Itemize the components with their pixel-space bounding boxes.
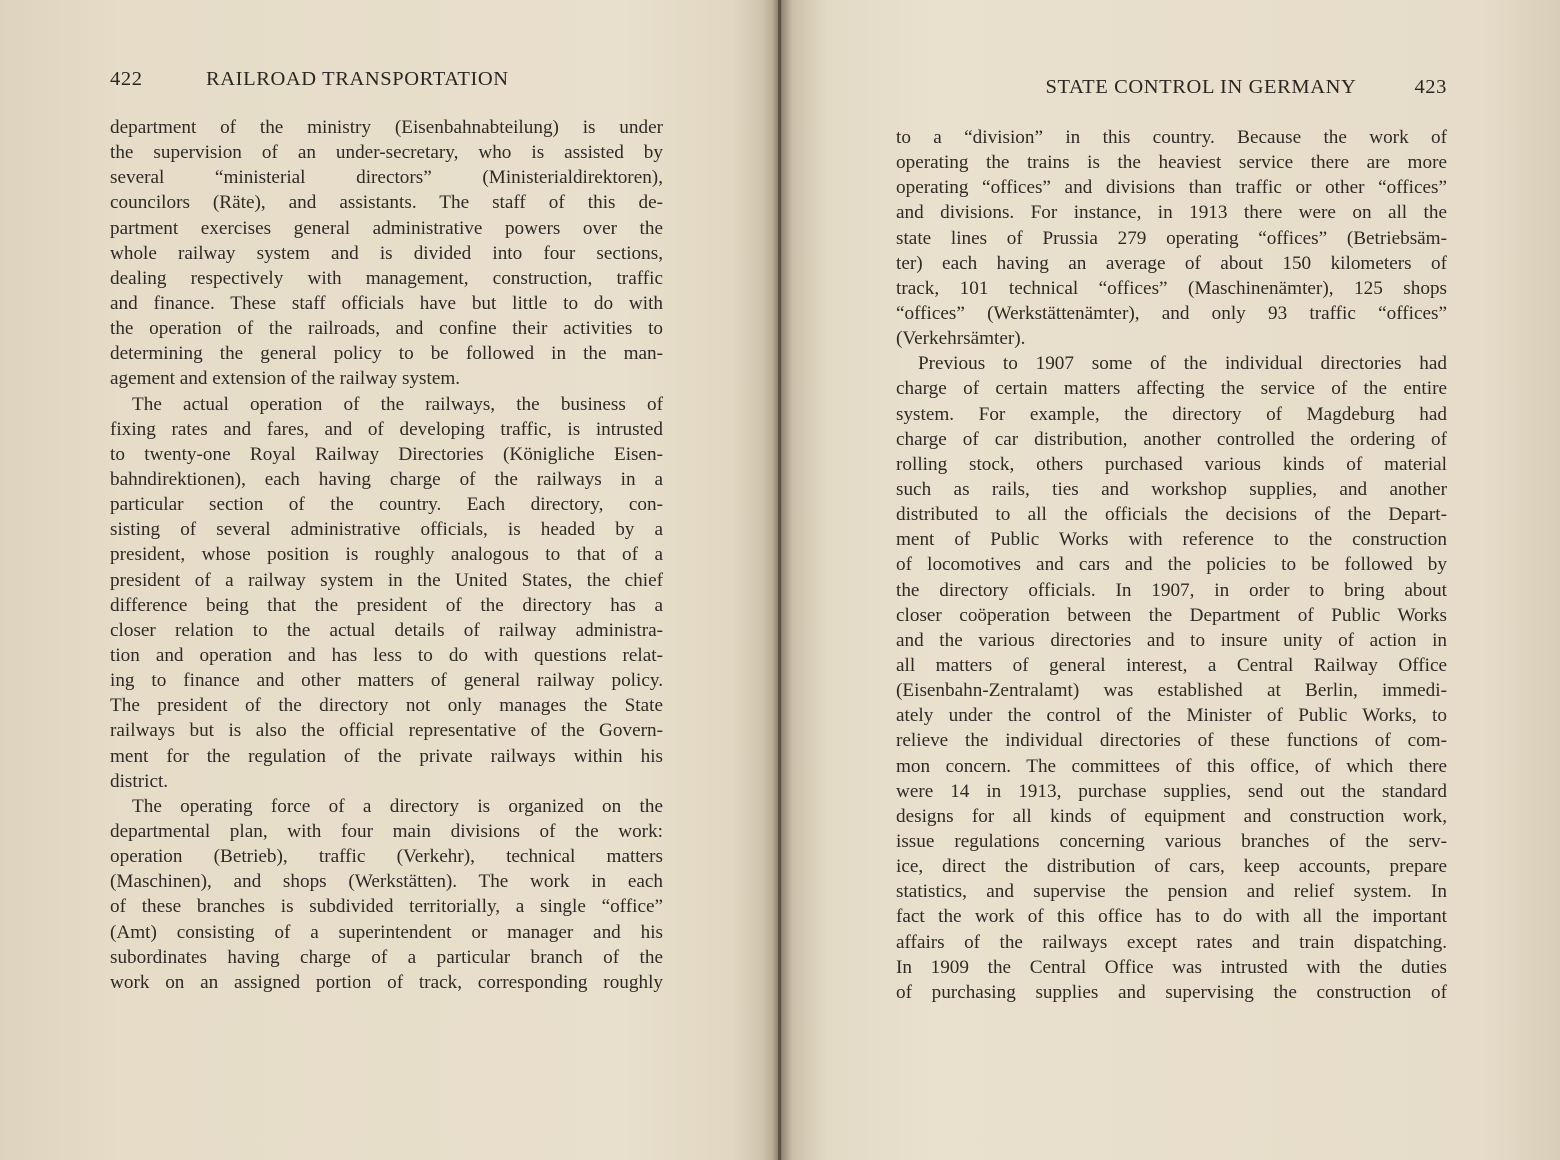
text-line: departmental plan, with four main divisions of the work: <box>110 820 663 842</box>
right-running-head <box>896 76 1447 106</box>
text-line: fixing rates and fares, and of developing traffic, is intrusted <box>110 418 663 440</box>
text-line: (Amt) consisting of a superintendent or manager and his <box>110 921 663 943</box>
text-line: district. <box>110 770 169 792</box>
text-line: of locomotives and cars and the policies to be followed by <box>896 554 1447 576</box>
text-line: distributed to all the officials the decisions of the Depart- <box>896 504 1447 526</box>
text-line: and finance. These staff officials have but little to do with <box>110 292 663 314</box>
text-line: “offices” (Werkstättenämter), and only 93 traffic “offices” <box>896 302 1447 324</box>
text-line: affairs of the railways except rates and train dispatching. <box>896 931 1447 953</box>
text-line: president of a railway system in the United States, the chief <box>110 569 663 591</box>
text-line: department of the ministry (Eisenbahnabteilung) is under <box>110 117 663 138</box>
text-line: particular section of the country. Each directory, con- <box>110 494 663 516</box>
right-page-number: 423 <box>1414 76 1447 98</box>
text-line: ter) each having an average of about 150 kilometers of <box>896 252 1447 274</box>
text-line: president, whose position is roughly analogous to that of a <box>110 544 663 566</box>
text-line: (Eisenbahn-Zentralamt) was established at Berlin, immedi- <box>896 680 1447 702</box>
text-line: The actual operation of the railways, the business of <box>132 393 663 415</box>
text-line: Previous to 1907 some of the individual directories had <box>918 353 1447 375</box>
text-line: of purchasing supplies and supervising the construction of <box>896 981 1447 1003</box>
text-line: track, 101 technical “offices” (Maschinenämter), 125 shops <box>896 277 1447 299</box>
text-line: councilors (Räte), and assistants. The staff of this de- <box>110 192 663 214</box>
text-line: partment exercises general administrative powers over the <box>110 217 663 239</box>
text-line: all matters of general interest, a Central Railway Office <box>896 654 1447 676</box>
text-line: rolling stock, others purchased various kinds of material <box>896 453 1447 475</box>
text-line: several “ministerial directors” (Ministerialdirektoren), <box>110 167 663 189</box>
text-line: closer coöperation between the Department of Public Works <box>896 604 1447 626</box>
text-line: the directory officials. In 1907, in order to bring about <box>896 579 1447 601</box>
text-line: charge of certain matters affecting the service of the entire <box>896 378 1447 400</box>
book-gutter <box>778 0 781 1160</box>
text-line: railways but is also the official representative of the Govern- <box>110 720 663 742</box>
text-line: and the various directories and to insure unity of action in <box>896 629 1447 651</box>
text-line: the supervision of an under-secretary, who is assisted by <box>110 142 663 164</box>
text-line: ment for the regulation of the private railways within his <box>110 745 663 767</box>
text-line: tion and operation and has less to do with questions relat- <box>110 644 663 666</box>
right-page <box>896 76 1447 1005</box>
text-line: ately under the control of the Minister of Public Works, to <box>896 705 1447 727</box>
text-line: The operating force of a directory is organized on the <box>132 795 663 817</box>
right-page-body <box>896 125 1447 1005</box>
text-line: dealing respectively with management, construction, traffic <box>110 267 663 289</box>
text-line: fact the work of this office has to do with all the important <box>896 906 1447 928</box>
left-page <box>110 68 663 995</box>
text-line: were 14 in 1913, purchase supplies, send out the standard <box>896 780 1447 802</box>
text-line: operating the trains is the heaviest service there are more <box>896 152 1447 174</box>
text-line: mon concern. The committees of this office, of which there <box>896 755 1447 777</box>
left-running-title: RAILROAD TRANSPORTATION <box>206 68 509 90</box>
text-line: whole railway system and is divided into four sections, <box>110 242 663 264</box>
text-line: statistics, and supervise the pension and relief system. In <box>896 881 1447 903</box>
text-line: difference being that the president of the directory has a <box>110 594 663 616</box>
text-line: charge of car distribution, another controlled the ordering of <box>896 428 1447 450</box>
text-line: relieve the individual directories of these functions of com- <box>896 730 1447 752</box>
text-line: (Maschinen), and shops (Werkstätten). The work in each <box>110 871 663 893</box>
text-line: system. For example, the directory of Magdeburg had <box>896 403 1447 425</box>
text-line: determining the general policy to be followed in the man- <box>110 343 663 365</box>
text-line: bahndirektionen), each having charge of the railways in a <box>110 468 663 490</box>
left-running-head <box>110 68 663 98</box>
text-line: issue regulations concerning various branches of the serv- <box>896 830 1447 852</box>
text-line: the operation of the railroads, and confine their activities to <box>110 318 663 340</box>
text-line: closer relation to the actual details of railway administra- <box>110 619 663 641</box>
text-line: such as rails, ties and workshop supplies, and another <box>896 478 1447 500</box>
text-line: work on an assigned portion of track, corresponding roughly <box>110 971 663 993</box>
text-line: of these branches is subdivided territorially, a single “office” <box>110 896 663 918</box>
text-line: ice, direct the distribution of cars, keep accounts, prepare <box>896 856 1447 878</box>
left-page-body <box>110 115 663 995</box>
text-line: to twenty-one Royal Railway Directories (Königliche Eisen- <box>110 443 663 465</box>
text-line: In 1909 the Central Office was intrusted with the duties <box>896 956 1447 978</box>
text-line: to a “division” in this country. Because the work of <box>896 127 1447 148</box>
text-line: The president of the directory not only manages the State <box>110 695 663 717</box>
text-line: designs for all kinds of equipment and construction work, <box>896 805 1447 827</box>
text-line: operating “offices” and divisions than traffic or other “offices” <box>896 177 1447 199</box>
text-line: agement and extension of the railway system. <box>110 368 461 390</box>
text-line: subordinates having charge of a particular branch of the <box>110 946 663 968</box>
text-line: state lines of Prussia 279 operating “offices” (Betriebsäm- <box>896 227 1447 249</box>
left-page-number: 422 <box>110 68 143 90</box>
text-line: and divisions. For instance, in 1913 there were on all the <box>896 202 1447 224</box>
text-line: ment of Public Works with reference to the construction <box>896 529 1447 551</box>
right-running-title: STATE CONTROL IN GERMANY <box>1045 76 1357 98</box>
text-line: sisting of several administrative officials, is headed by a <box>110 519 663 541</box>
text-line: ing to finance and other matters of general railway policy. <box>110 670 663 692</box>
text-line: (Verkehrsämter). <box>896 328 1026 350</box>
text-line: operation (Betrieb), traffic (Verkehr), technical matters <box>110 846 663 868</box>
